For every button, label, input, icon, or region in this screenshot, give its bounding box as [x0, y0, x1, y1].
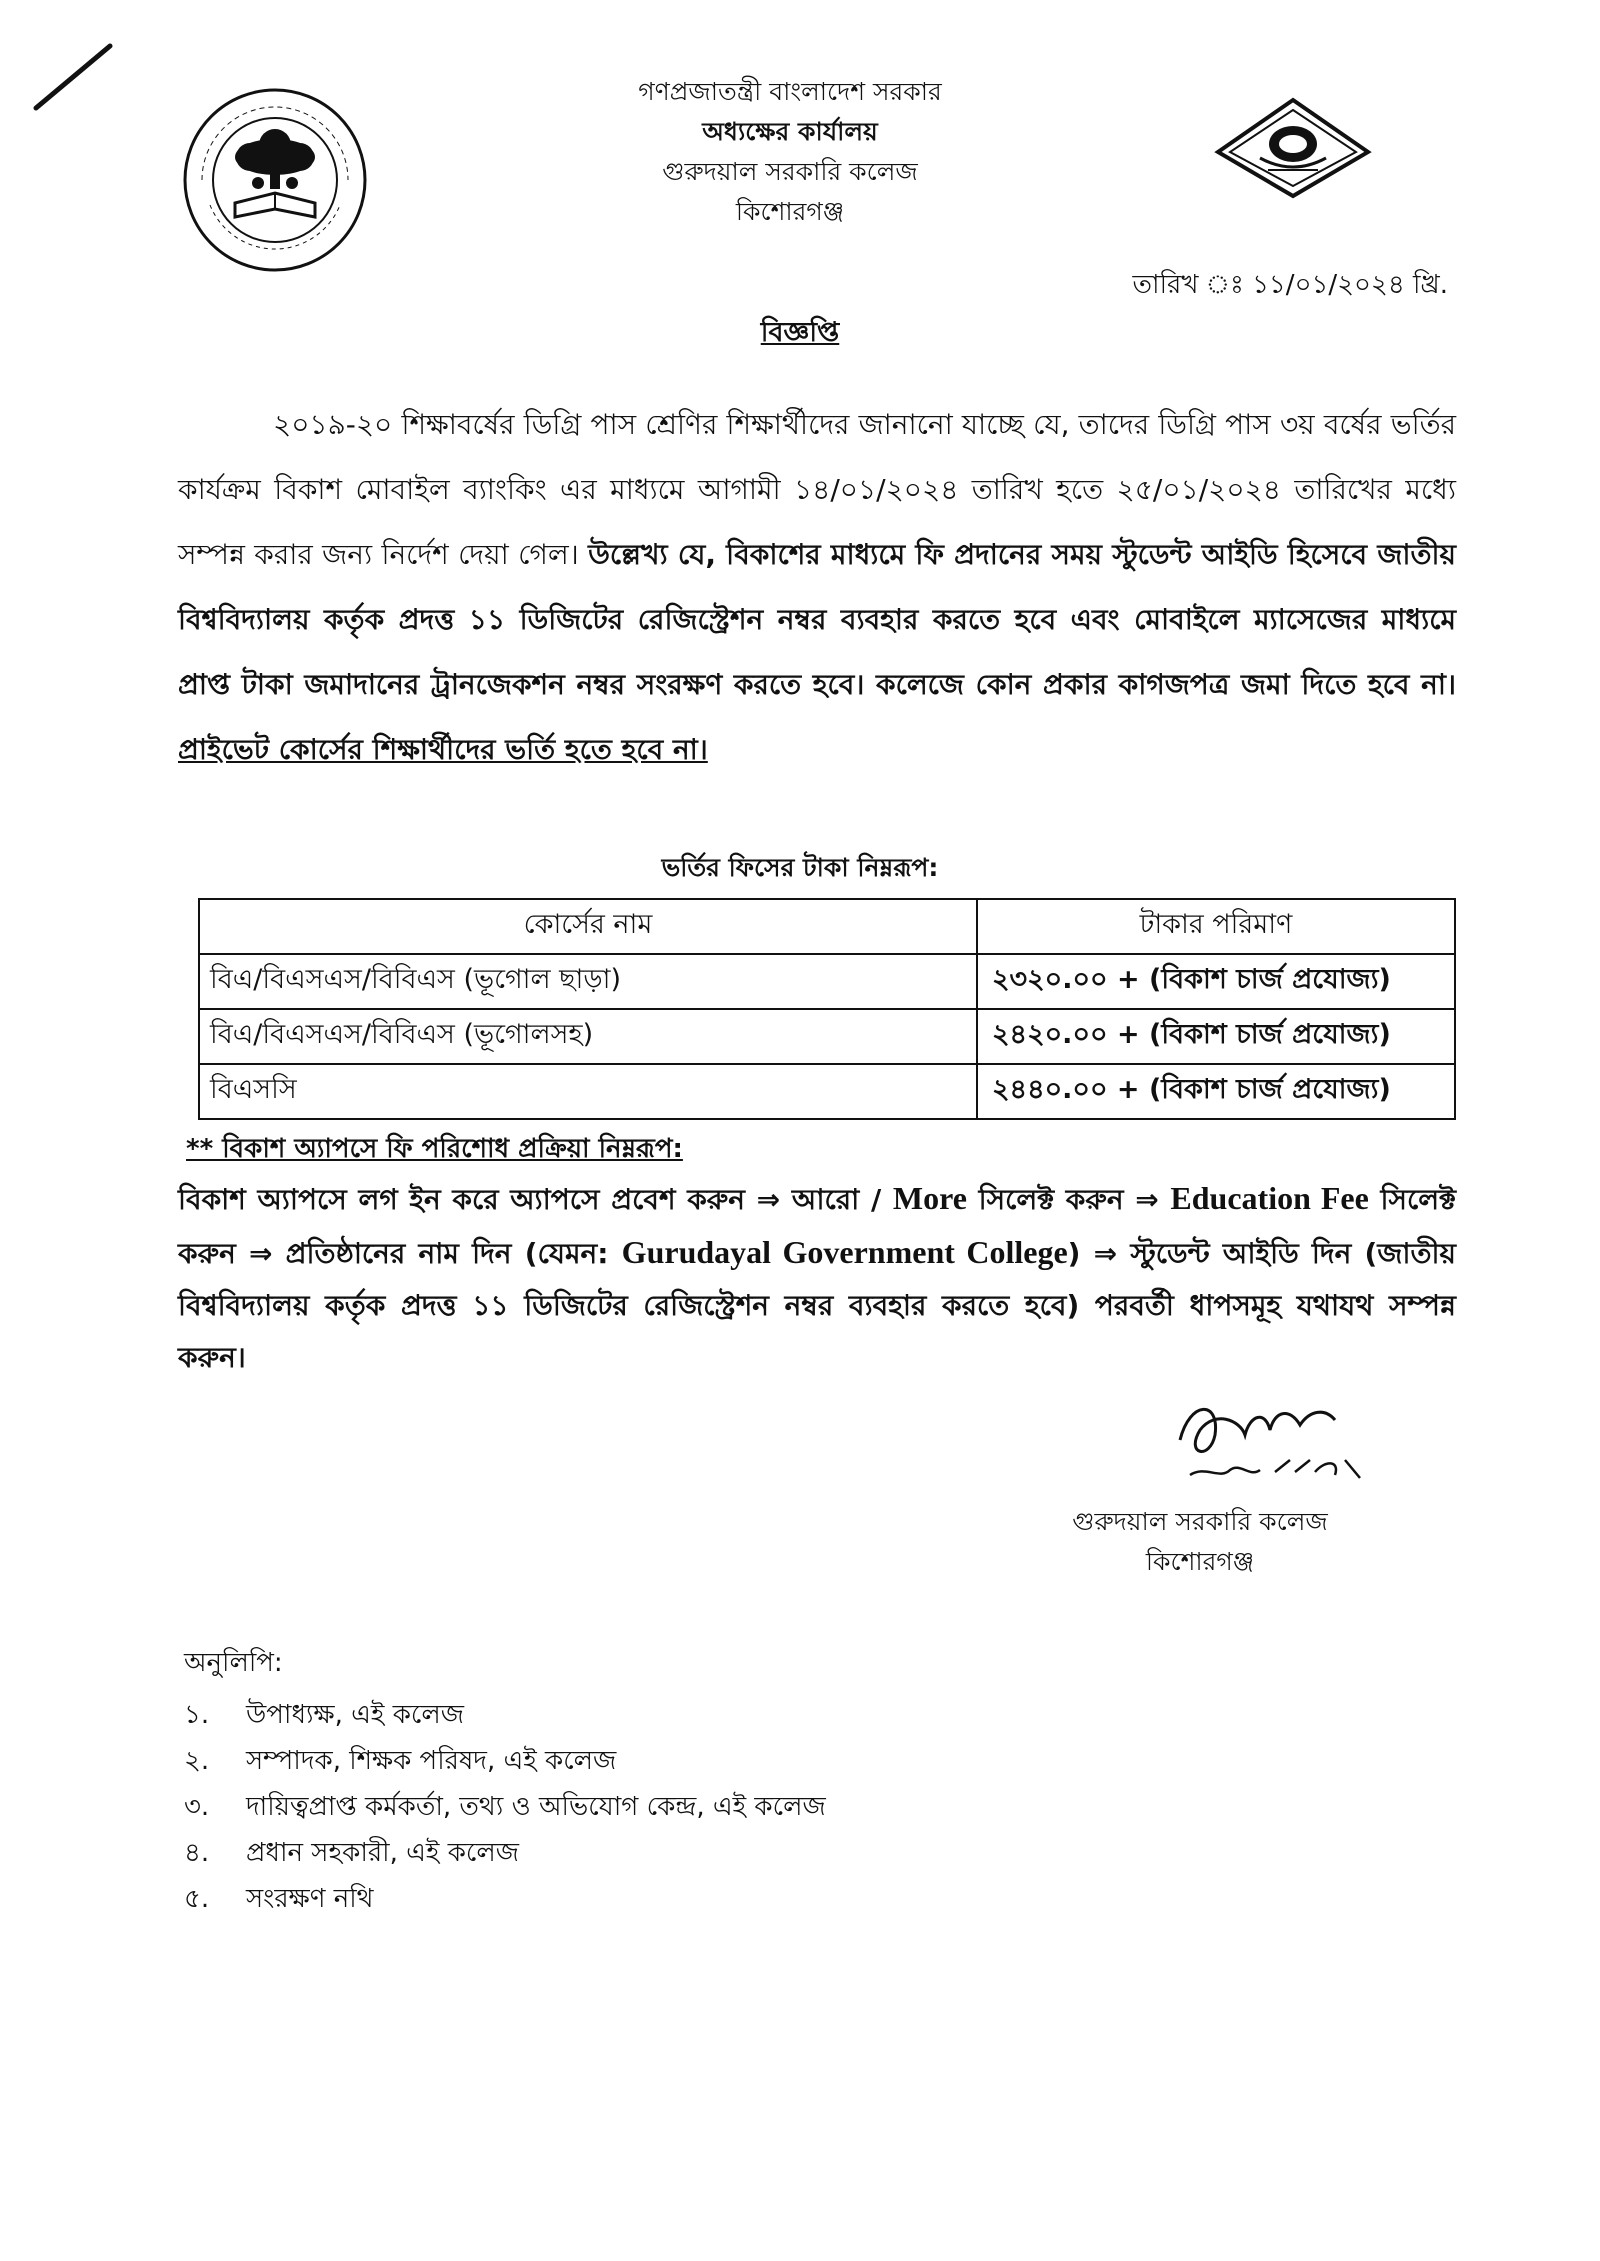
copy-list-title: অনুলিপি: [184, 1648, 283, 1678]
header-amount: টাকার পরিমাণ [977, 899, 1455, 954]
notice-date: তারিখ ঃ ১১/০১/২০২৪ খ্রি. [1132, 270, 1448, 300]
fee-table [198, 898, 1456, 1120]
payment-steps-title: ** বিকাশ অ্যাপসে ফি পরিশোধ প্রক্রিয়া নিম্নরূপ: [186, 1134, 683, 1164]
pen-mark [30, 38, 120, 118]
notice-body [178, 392, 1456, 782]
letterhead-government: গণপ্রজাতন্ত্রী বাংলাদেশ সরকার [638, 77, 942, 106]
notice-title: বিজ্ঞপ্তি [760, 317, 840, 348]
fee-table-header [199, 899, 1455, 954]
list-item: ৪. প্রধান সহকারী, এই কলেজ [184, 1838, 519, 1868]
fee-amount: ২৩২০.০০ + (বিকাশ চার্জ প্রযোজ্য) [977, 954, 1455, 1009]
college-logo [1198, 96, 1388, 206]
government-seal-logo [180, 85, 370, 275]
list-item: ২. সম্পাদক, শিক্ষক পরিষদ, এই কলেজ [184, 1746, 617, 1776]
header-course-name: কোর্সের নাম [199, 899, 977, 954]
step-part-4: ) ⇒ স্টুডেন্ট আইডি দিন (জাতীয় বিশ্ববিদ্যালয় কর্তৃক প্রদত্ত ১১ ডিজিটের রেজিস্ট্রেশন নম্বর ব্যবহার করতে হবে) পরবর্তী ধাপসমূহ যথাযথ সম্পন্ন করুন। [178, 1237, 1457, 1374]
signatory-college: গুরুদয়াল সরকারি কলেজ [1072, 1507, 1328, 1536]
payment-steps [178, 1172, 1456, 1384]
list-item: ৫. সংরক্ষণ নথি [184, 1884, 374, 1914]
signatory-district: কিশোরগঞ্জ [1145, 1547, 1255, 1576]
body-paragraph-2: উল্লেখ্য যে, বিকাশের মাধ্যমে ফি প্রদানের সময় স্টুডেন্ট আইডি হিসেবে জাতীয় বিশ্ববিদ্যালয় কর্তৃক প্রদত্ত ১১ ডিজিটের রেজিস্ট্রেশন নম্বর ব্যবহার করতে হবে এবং মোবাইলে ম্যাসেজের মাধ্যমে প্রাপ্ত টাকা জমাদানের ট্রানজেকশন নম্বর সংরক্ষণ করতে হবে। কলেজে কোন প্রকার কাগজপত্র জমা দিতে হবে না। [178, 538, 1457, 701]
letterhead-office: অধ্যক্ষের কার্যালয় [702, 117, 878, 146]
fee-amount: ২৪৪০.০০ + (বিকাশ চার্জ প্রযোজ্য) [977, 1064, 1455, 1119]
table-row [199, 1064, 1455, 1119]
letterhead-college: গুরুদয়াল সরকারি কলেজ [662, 157, 918, 186]
course-name: বিএ/বিএসএস/বিবিএস (ভূগোলসহ) [199, 1009, 977, 1064]
table-row [199, 954, 1455, 1009]
step-college-name: Gurudayal Government College [621, 1234, 1068, 1270]
course-name: বিএসসি [199, 1064, 977, 1119]
list-item: ৩. দায়িত্বপ্রাপ্ত কর্মকর্তা, তথ্য ও অভিযোগ কেন্দ্র, এই কলেজ [184, 1792, 826, 1822]
step-part-3: সিলেক্ট করুন ⇒ প্রতিষ্ঠানের নাম দিন (যেমন: [178, 1183, 1457, 1270]
step-part-1: বিকাশ অ্যাপসে লগ ইন করে অ্যাপসে প্রবেশ করুন ⇒ আরো / [178, 1183, 893, 1216]
step-education-fee: Education Fee [1170, 1180, 1369, 1216]
course-name: বিএ/বিএসএস/বিবিএস (ভূগোল ছাড়া) [199, 954, 977, 1009]
step-more: More [892, 1180, 967, 1216]
fee-table-caption: ভর্তির ফিসের টাকা নিম্নরূপ: [661, 853, 939, 882]
letterhead-district: কিশোরগঞ্জ [735, 197, 845, 226]
principal-signature [1160, 1380, 1390, 1500]
copy-list [184, 1692, 826, 1922]
signature-block [1050, 1502, 1350, 1582]
letterhead [440, 72, 1140, 232]
fee-amount: ২৪২০.০০ + (বিকাশ চার্জ প্রযোজ্য) [977, 1009, 1455, 1064]
table-row [199, 1009, 1455, 1064]
body-paragraph-1: ২০১৯-২০ শিক্ষাবর্ষের ডিগ্রি পাস শ্রেণির শিক্ষার্থীদের জানানো যাচ্ছে যে, তাদের ডিগ্রি পাস ৩য় বর্ষের ভর্তির কার্যক্রম বিকাশ মোবাইল ব্যাংকিং এর মাধ্যমে আগামী ১৪/০১/২০২৪ তারিখ হতে ২৫/০১/২০২৪ তারিখের মধ্যে সম্পন্ন করার জন্য নির্দেশ দেয়া গেল। [178, 408, 1456, 571]
step-part-2: সিলেক্ট করুন ⇒ [966, 1183, 1171, 1216]
body-paragraph-3: প্রাইভেট কোর্সের শিক্ষার্থীদের ভর্তি হতে হবে না। [178, 733, 708, 766]
list-item: ১. উপাধ্যক্ষ, এই কলেজ [184, 1700, 464, 1730]
